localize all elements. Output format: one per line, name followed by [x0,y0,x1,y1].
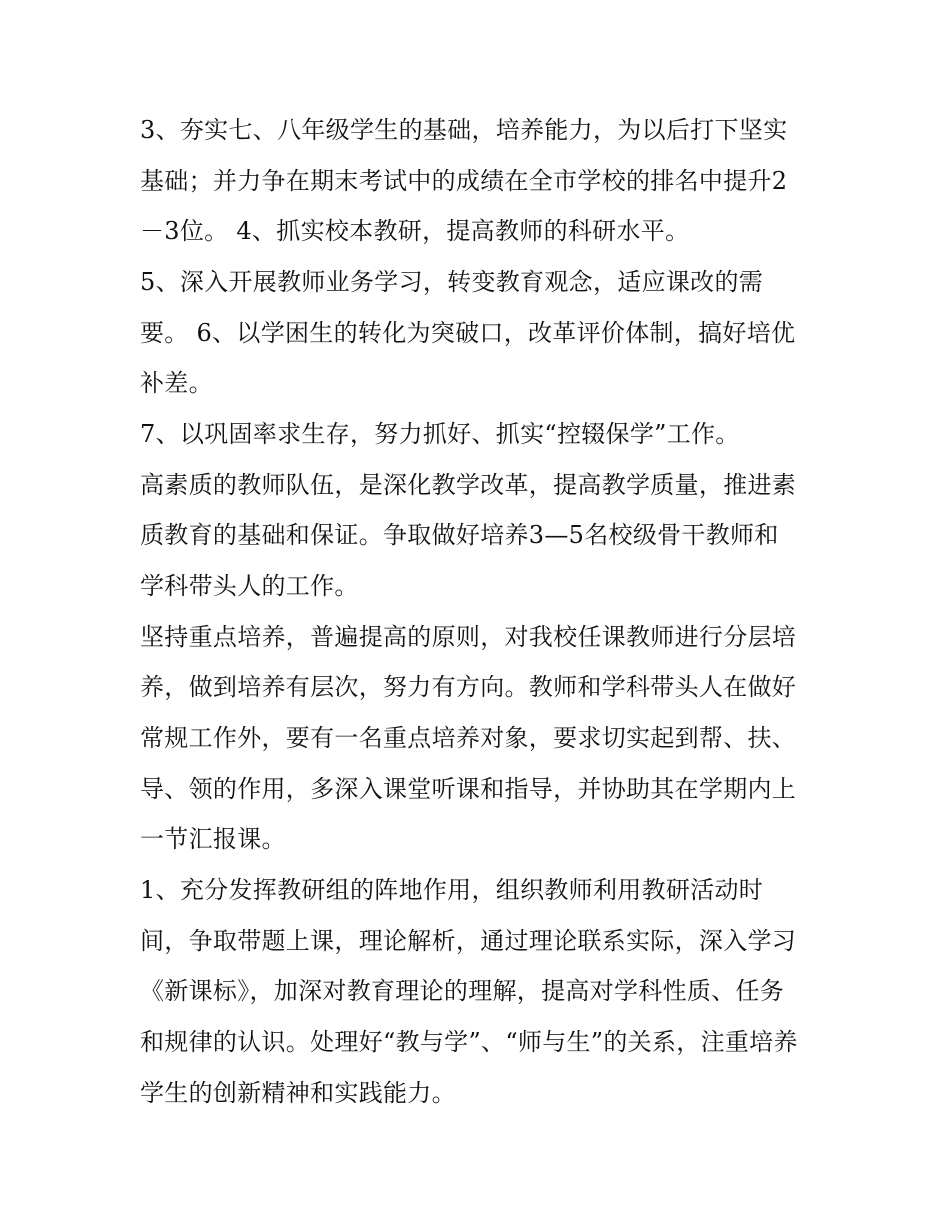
text-line: 基础；并力争在期末考试中的成绩在全市学校的排名中提升2 [140,167,788,195]
text-line: 坚持重点培养，普遍提高的原则，对我校任课教师进行分层培 [140,623,797,651]
text-line: 学科带头人的工作。 [140,572,359,600]
text-line: 一节汇报课。 [140,825,286,853]
text-line: 7、以巩固率求生存，努力抓好、抓实“控辍保学”工作。 [140,420,740,448]
text-line: 高素质的教师队伍，是深化教学改革，提高教学质量，推进素 [140,471,797,499]
text-line: －3位。 4、抓实校本教研，提高教师的科研水平。 [140,217,690,245]
text-line: 学生的创新精神和实践能力。 [140,1079,456,1107]
text-line: 《新课标》，加深对教育理论的理解，提高对学科性质、任务 [140,977,785,1005]
text-line: 导、领的作用，多深入课堂听课和指导，并协助其在学期内上 [140,775,797,803]
text-line: 要。 6、以学困生的转化为突破口，改革评价体制，搞好培优 [140,319,796,347]
text-line: 常规工作外，要有一名重点培养对象，要求切实起到帮、扶、 [140,724,797,752]
text-line: 养，做到培养有层次，努力有方向。教师和学科带头人在做好 [140,673,797,701]
text-line: 3、夯实七、八年级学生的基础，培养能力，为以后打下坚实 [140,116,788,144]
text-line: 1、充分发挥教研组的阵地作用，组织教师利用教研活动时 [140,876,764,904]
text-line: 和规律的认识。处理好“教与学”、“师与生”的关系，注重培养 [140,1028,798,1056]
text-line: 质教育的基础和保证。争取做好培养3—5名校级骨干教师和 [140,521,779,549]
text-line: 补差。 [140,369,213,397]
text-line: 5、深入开展教师业务学习，转变教育观念，适应课改的需 [140,268,764,296]
text-line: 间，争取带题上课，理论解析，通过理论联系实际，深入学习 [140,927,797,955]
